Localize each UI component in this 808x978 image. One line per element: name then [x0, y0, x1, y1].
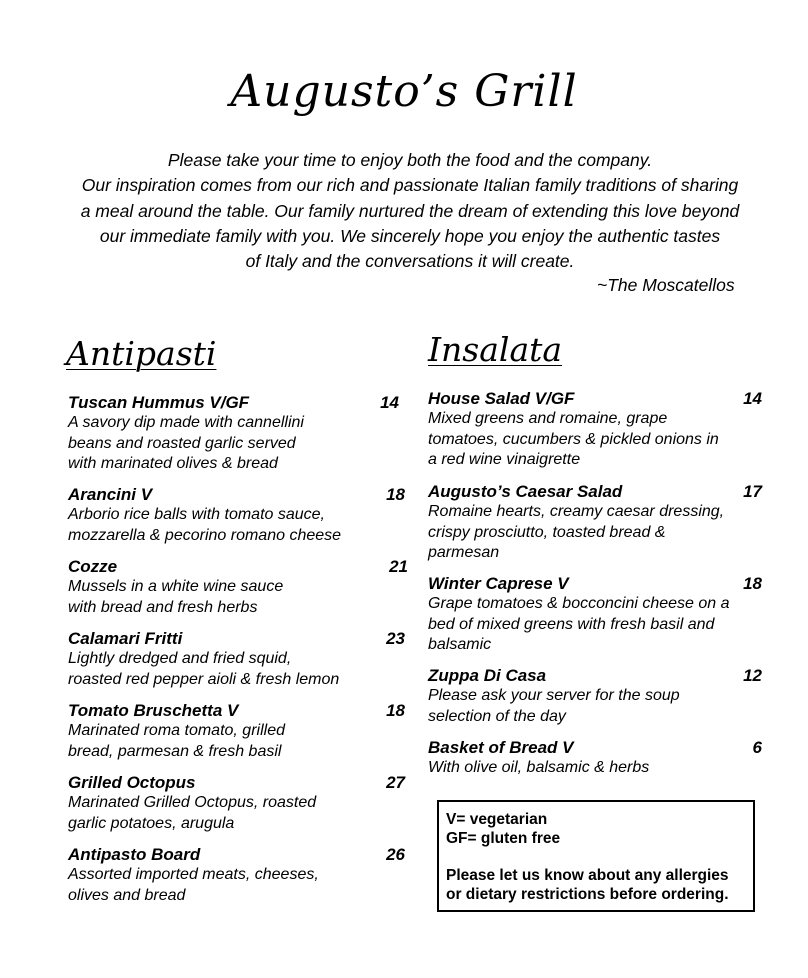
item-description: Grape tomatoes & bocconcini cheese on a: [428, 595, 730, 612]
item-description: Mixed greens and romaine, grape: [428, 410, 668, 427]
item-name: Winter Caprese V: [428, 574, 569, 593]
dietary-notes-box: [437, 800, 755, 912]
menu-item: [428, 574, 762, 656]
item-price: 18: [386, 701, 405, 720]
item-description: Assorted imported meats, cheeses,: [68, 866, 319, 883]
item-name: Tomato Bruschetta V: [68, 701, 239, 720]
item-price: 14: [380, 393, 399, 412]
section-heading-insalata: Insalata: [428, 330, 563, 369]
item-price: 21: [389, 557, 408, 576]
item-description: Lightly dredged and fried squid,: [68, 650, 292, 667]
intro-text: [30, 148, 790, 274]
vegetarian-note: V= vegetarian: [446, 811, 548, 828]
item-name: Cozze: [68, 557, 118, 576]
item-description: With olive oil, balsamic & herbs: [428, 759, 650, 776]
item-price: 18: [386, 485, 405, 504]
allergy-note: or dietary restrictions before ordering.: [446, 886, 729, 903]
menu-item: [68, 485, 405, 546]
item-name: Tuscan Hummus V/GF: [68, 393, 250, 412]
item-description: Mussels in a white wine sauce: [68, 578, 284, 595]
item-name: Basket of Bread V: [428, 738, 574, 757]
menu-item: [428, 482, 762, 564]
item-name: Arancini V: [68, 485, 153, 504]
intro-line: our immediate family with you. We sincerely hope you enjoy the authentic tastes: [99, 225, 721, 246]
item-price: 27: [386, 773, 405, 792]
allergy-note: Please let us know about any allergies: [446, 867, 729, 884]
menu-item: [428, 389, 762, 471]
menu-item: [428, 666, 762, 727]
item-price: 12: [743, 666, 762, 685]
item-price: 23: [386, 629, 405, 648]
intro-line: Our inspiration comes from our rich and passionate Italian family traditions of sharing: [81, 175, 739, 196]
menu-item: [68, 557, 408, 618]
item-name: House Salad V/GF: [428, 389, 575, 408]
item-description: A savory dip made with cannellini: [68, 414, 304, 431]
signature: ~The Moscatellos: [597, 275, 735, 295]
section-heading-antipasti: Antipasti: [66, 334, 217, 373]
item-description: with marinated olives & bread: [68, 455, 278, 472]
item-description: garlic potatoes, arugula: [68, 814, 235, 832]
item-description: beans and roasted garlic served: [68, 434, 296, 452]
item-description: parmesan: [428, 544, 500, 561]
item-price: 14: [743, 389, 762, 408]
item-description: Romaine hearts, creamy caesar dressing,: [428, 503, 725, 520]
menu-item: [68, 773, 405, 834]
menu-item: [68, 393, 400, 475]
item-description: roasted red pepper aioli & fresh lemon: [68, 670, 340, 688]
item-description: Marinated Grilled Octopus, roasted: [68, 794, 317, 811]
item-description: selection of the day: [428, 707, 566, 725]
item-description: Please ask your server for the soup: [428, 687, 680, 704]
item-description: with bread and fresh herbs: [68, 598, 258, 616]
menu-item: [68, 845, 405, 906]
menu-item: [68, 701, 405, 762]
item-price: 18: [743, 574, 762, 593]
item-description: Marinated roma tomato, grilled: [68, 722, 285, 739]
item-name: Grilled Octopus: [68, 773, 196, 792]
intro-line: a meal around the table. Our family nurtured the dream of extending this love beyond: [80, 200, 740, 221]
restaurant-title: Augusto’s Grill: [230, 66, 578, 117]
menu-item: [428, 738, 762, 779]
item-price: 17: [743, 482, 762, 501]
item-description: mozzarella & pecorino romano cheese: [68, 526, 342, 544]
item-name: Antipasto Board: [68, 845, 201, 864]
item-description: bed of mixed greens with fresh basil and: [428, 615, 715, 633]
menu-item: [68, 629, 405, 690]
gluten-free-note: GF= gluten free: [446, 830, 561, 847]
item-description: balsamic: [428, 636, 492, 653]
item-name: Calamari Fritti: [68, 629, 183, 648]
intro-line: of Italy and the conversations it will create.: [245, 251, 575, 272]
intro-line: Please take your time to enjoy both the food and the company.: [167, 150, 653, 170]
item-description: bread, parmesan & fresh basil: [68, 742, 282, 760]
item-price: 6: [752, 738, 762, 757]
item-description: olives and bread: [68, 886, 186, 904]
item-description: Arborio rice balls with tomato sauce,: [68, 506, 325, 523]
item-description: crispy prosciutto, toasted bread &: [428, 523, 666, 541]
item-name: Augusto’s Caesar Salad: [428, 482, 623, 501]
item-name: Zuppa Di Casa: [428, 666, 547, 685]
item-price: 26: [386, 845, 405, 864]
item-description: tomatoes, cucumbers & pickled onions in: [428, 430, 719, 448]
item-description: a red wine vinaigrette: [428, 451, 581, 468]
